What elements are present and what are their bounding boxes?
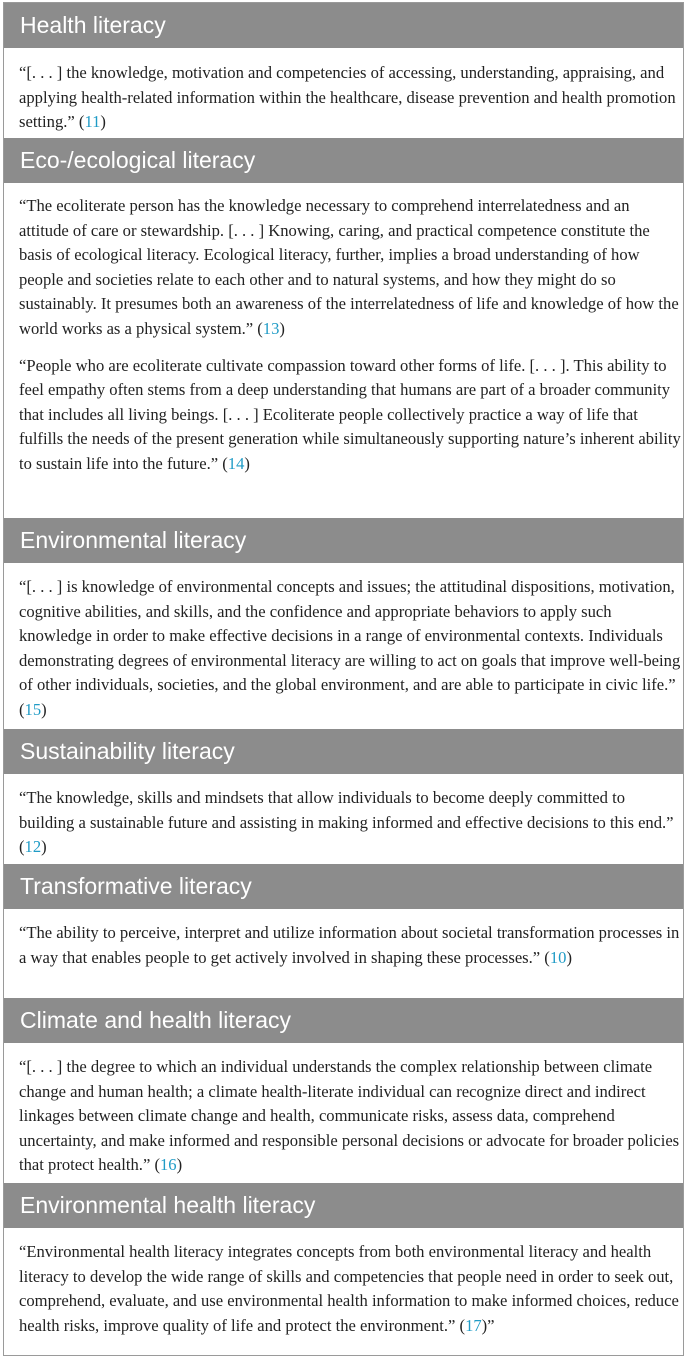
definition-quote (19, 61, 683, 135)
quote-text: “Environmental health literacy integrates concepts from both environmental literacy and health literacy to develop the wide range of skills and competencies that people need in order to seek out, comprehend, evaluate, and use environmental health information to make informed choices, reduce health risks, improve quality of life and protect the environment.” ( (19, 1242, 679, 1335)
definition-quote (19, 194, 683, 342)
quote-closing: ) (244, 453, 250, 473)
quote-closing: ) (176, 1155, 183, 1175)
section-body-climate-health-literacy (4, 1043, 683, 1183)
quote-closing: ) (566, 947, 572, 967)
definition-quote (19, 354, 683, 477)
section-title: Health literacy (20, 12, 166, 38)
definitions-table (3, 2, 684, 1356)
reference-link[interactable]: 16 (159, 1155, 177, 1175)
quote-closing: ) (41, 699, 47, 719)
section-title: Climate and health literacy (20, 1007, 292, 1033)
quote-text: “The knowledge, skills and mindsets that allow individuals to become deeply committed to building a sustainable future and assisting in making informed and effective decisions to this end.” ( (19, 788, 674, 857)
definition-quote (19, 1240, 683, 1338)
reference-link[interactable]: 13 (262, 318, 280, 338)
quote-text: “People who are ecoliterate cultivate compassion toward other forms of life. [. . . ]. This ability to feel empathy often stems from a deep understanding that humans are part of a broader community that includes all living beings. [. . . ] Ecoliterate people collectively practice a way of life that fulfills the needs of the present generation while simultaneously supporting nature’s inherent ability to sustain life into the future.” ( (19, 355, 681, 473)
quote-text: “[. . . ] is knowledge of environmental concepts and issues; the attitudinal dispositions, motivation, cognitive abilities, and skills, and the confidence and appropriate behaviors to apply such knowledge in order to make effective decisions in a range of environmental contexts. Individuals demonstrating degrees of environmental literacy are willing to act on goals that improve well-being of other individuals, societies, and the global environment, and are able to participate in civic life.” ( (19, 577, 681, 719)
quote-closing: )” (481, 1315, 495, 1335)
section-header-transformative-literacy (4, 864, 683, 909)
reference-link[interactable]: 10 (549, 947, 567, 967)
section-header-ecological-literacy (4, 138, 683, 183)
section-title: Transformative literacy (20, 873, 252, 899)
quote-text: “The ability to perceive, interpret and utilize information about societal transformation processes in a way that enables people to get actively involved in shaping these processes.” ( (19, 923, 680, 967)
reference-link[interactable]: 11 (84, 112, 101, 132)
section-header-environmental-literacy (4, 518, 683, 563)
quote-text: “[. . . ] the knowledge, motivation and competencies of accessing, understanding, appraising, and applying health-related information within the healthcare, disease prevention and health promotion setting.” ( (19, 63, 676, 132)
section-title: Environmental literacy (20, 527, 247, 553)
section-header-climate-health-literacy (4, 998, 683, 1043)
section-header-sustainability-literacy (4, 729, 683, 774)
quote-closing: ) (41, 837, 47, 857)
section-body-health-literacy (4, 48, 683, 138)
section-title: Eco-/ecological literacy (20, 147, 256, 173)
section-title: Sustainability literacy (20, 738, 235, 764)
section-body-environmental-literacy (4, 563, 683, 729)
definition-quote (19, 1055, 683, 1178)
quote-closing: ) (100, 112, 106, 132)
section-title: Environmental health literacy (20, 1192, 316, 1218)
section-body-sustainability-literacy (4, 774, 683, 864)
section-body-ecological-literacy (4, 183, 683, 518)
section-header-environmental-health-literacy (4, 1183, 683, 1228)
definition-quote (19, 921, 683, 970)
quote-text: “The ecoliterate person has the knowledge necessary to comprehend interrelatedness and an attitude of care or stewardship. [. . . ] Knowing, caring, and practical competence constitute the basis of ecological literacy. Ecological literacy, further, implies a broad understanding of how people and societies relate to each other and to natural systems, and how they might do so sustainably. It presumes both an awareness of the interrelatedness of life and knowledge of how the world works as a physical system.” ( (19, 196, 679, 338)
definition-quote (19, 575, 683, 723)
quote-closing: ) (279, 318, 285, 338)
reference-link[interactable]: 15 (24, 699, 42, 719)
section-body-transformative-literacy (4, 909, 683, 998)
section-body-environmental-health-literacy (4, 1228, 683, 1355)
reference-link[interactable]: 17 (465, 1315, 482, 1335)
reference-link[interactable]: 12 (24, 837, 42, 857)
reference-link[interactable]: 14 (227, 453, 245, 473)
section-header-health-literacy (4, 3, 683, 48)
definition-quote (19, 786, 683, 860)
quote-text: “[. . . ] the degree to which an individual understands the complex relationship between climate change and human health; a climate health-literate individual can recognize direct and indirect linkages between climate change and health, communicate risks, assess data, comprehend uncertainty, and make informed and responsible personal decisions or advocate for broader policies that protect health.” ( (19, 1057, 680, 1175)
